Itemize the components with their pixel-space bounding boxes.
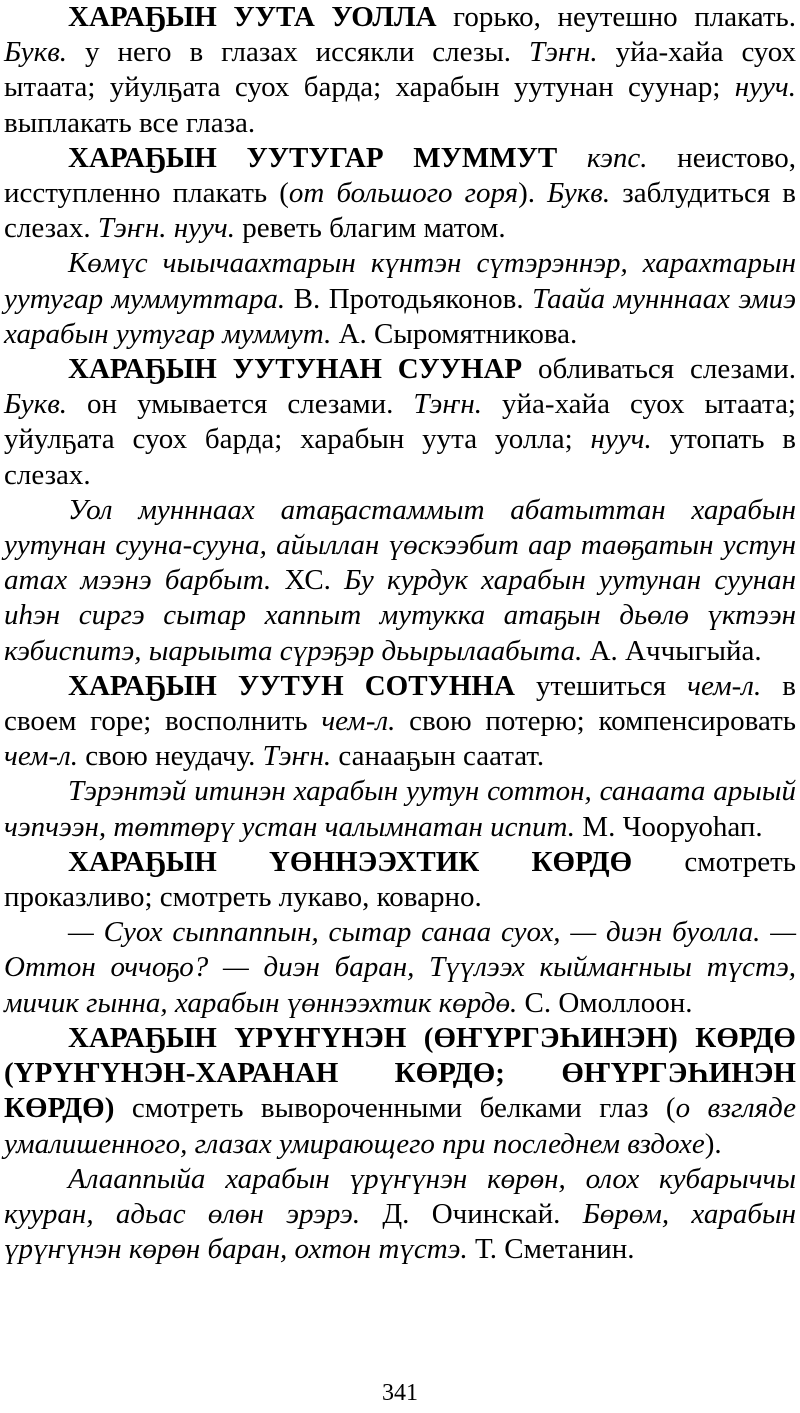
example-author: Т. Сметанин. — [467, 1233, 635, 1266]
usage-example — [4, 246, 796, 352]
dictionary-entry — [4, 352, 796, 493]
grammar-marker: чем-л. — [321, 705, 396, 738]
style-label: кэпс. — [557, 141, 648, 174]
definition: утешиться — [514, 669, 688, 702]
literal-translation: заблудиться в слезах. — [4, 177, 796, 245]
example-quote: Бөрөм, харабын үрүҥүнэн көрөн баран, охтон түстэ. — [4, 1197, 796, 1266]
dictionary-entry — [4, 1021, 796, 1162]
headword: ХАРАҔЫН УУТА УОЛЛА — [68, 1, 437, 33]
synonyms: уйа-хайа суох ытаата; уйулҕата суох барда; харабын уутунан суунар; — [4, 36, 796, 104]
usage-example — [4, 774, 796, 844]
headword: ХАРАҔЫН ҮӨННЭЭХТИК КӨРДӨ — [68, 845, 633, 878]
example-quote: Бу курдук харабын уутунан суунан иһэн сиргэ сытар хаппыт мутукка атаҕын дьөлө үктээн кэбиспитэ, ыарыыта сүрэҕэр дьырылаабыта. — [4, 564, 797, 667]
example-author: А. Аччыгыйа. — [582, 634, 762, 667]
definition: смотреть проказливо; смотреть лукаво, коварно. — [4, 845, 796, 914]
definition: неистово, исступленно плакать ( — [4, 141, 796, 210]
headword: ХАРАҔЫН УУТУН СОТУННА — [68, 669, 515, 702]
usage-example — [4, 493, 796, 669]
dictionary-entry — [4, 141, 796, 247]
dictionary-entry — [4, 0, 796, 141]
definition: обливаться слезами. — [522, 353, 796, 386]
example-quote: Алааппыйа харабын үрүҥүнэн көрөн, олох кубарыччы кууран, адьас өлөн эрэрэ. — [4, 1162, 796, 1230]
synonym-label: Тэҥн. — [413, 388, 482, 421]
literal-label: Букв. — [4, 388, 68, 421]
russian-equivalent: выплакать все глаза. — [4, 106, 256, 139]
example-author: М. Чооруоһап. — [575, 810, 763, 843]
literal-label: Букв. — [4, 36, 68, 69]
synonym-label: Тэҥн. нууч. — [97, 212, 235, 245]
synonyms: реветь благим матом. — [234, 212, 506, 245]
example-quote: Таайа мунннаах эмиэ харабын уутугар муммут. — [4, 282, 796, 350]
example-author: А. Сыромятникова. — [331, 317, 578, 350]
page-number: 341 — [382, 1380, 418, 1406]
dictionary-entry — [4, 669, 796, 775]
definition-tail: ). — [518, 177, 548, 210]
example-quote: Уол мунннаах атаҕастаммыт абатыттан харабын уутунан сууна-сууна, айыллан үөскээбит аар таөҕатын устун атах мээнэ барбыт. — [4, 493, 796, 597]
headword: ХАРАҔЫН УУТУГАР МУММУТ — [68, 141, 558, 174]
literal-label: Букв. — [547, 177, 611, 210]
literal-translation: он умывается слезами. — [67, 388, 414, 421]
example-author: ХС. — [271, 564, 345, 597]
headword: ХАРАҔЫН ҮРҮҤҮНЭН (ӨҤҮРГЭҺИНЭН) КӨРДӨ (ҮРҮҤҮНЭН-ХАРАНАН КӨРДӨ; ӨҤҮРГЭҺИНЭН КӨРДӨ) — [4, 1021, 796, 1125]
text-column — [4, 0, 796, 1267]
example-quote: Тэрэнтэй итинэн харабын уутун соттон, санаата арыый чэпчээн, төттөрү устан чалымнатан испит. — [4, 775, 796, 843]
grammar-marker: чем-л. — [4, 740, 79, 773]
example-author: Д. Очинскай. — [360, 1197, 583, 1230]
usage-example — [4, 915, 796, 1021]
grammar-marker: чем-л. — [687, 669, 762, 702]
russian-label: нууч. — [590, 423, 652, 456]
example-author: С. Омоллоон. — [517, 986, 693, 1019]
definition: смотреть вывороченными белками глаз ( — [114, 1092, 676, 1125]
headword: ХАРАҔЫН УУТУНАН СУУНАР — [68, 353, 523, 386]
example-quote: Көмүс чыычаахтарын күнтэн сүтэрэннэр, харахтарын уутугар муммуттара. — [4, 247, 796, 315]
usage-note: от большого горя — [288, 177, 519, 210]
usage-note: о взгляде умалишенного, глазах умирающего при последнем вздохе — [4, 1092, 796, 1160]
definition: свою неудачу. — [78, 740, 263, 773]
synonyms: уйа-хайа суох ытаата; уйулҕата суох барда; харабын уута уолла; — [4, 388, 796, 456]
definition: в своем горе; восполнить — [4, 669, 796, 738]
dictionary-entry — [4, 845, 796, 915]
definition: свою потерю; компенсировать — [395, 705, 796, 738]
definition: горько, неутешно плакать. — [436, 1, 796, 33]
synonym-label: Тэҥн. — [262, 740, 332, 773]
definition-tail: ). — [704, 1127, 722, 1160]
synonym-label: Тэҥн. — [529, 36, 598, 69]
russian-equivalent: утопать в слезах. — [4, 423, 796, 491]
usage-example — [4, 1162, 796, 1268]
synonyms: санааҕын саатат. — [331, 740, 545, 773]
russian-label: нууч. — [734, 71, 796, 104]
example-quote: — Суох сыппаппын, сытар санаа суох, — диэн буолла. — Оттон оччоҕо? — диэн баран, Түүлээх кыймаҥныы түстэ, мичик гынна, харабын үөннээхтик көрдө. — [4, 916, 796, 1019]
example-author: В. Протодьяконов. — [285, 282, 533, 315]
literal-translation: у него в глазах иссякли слезы. — [67, 36, 530, 69]
